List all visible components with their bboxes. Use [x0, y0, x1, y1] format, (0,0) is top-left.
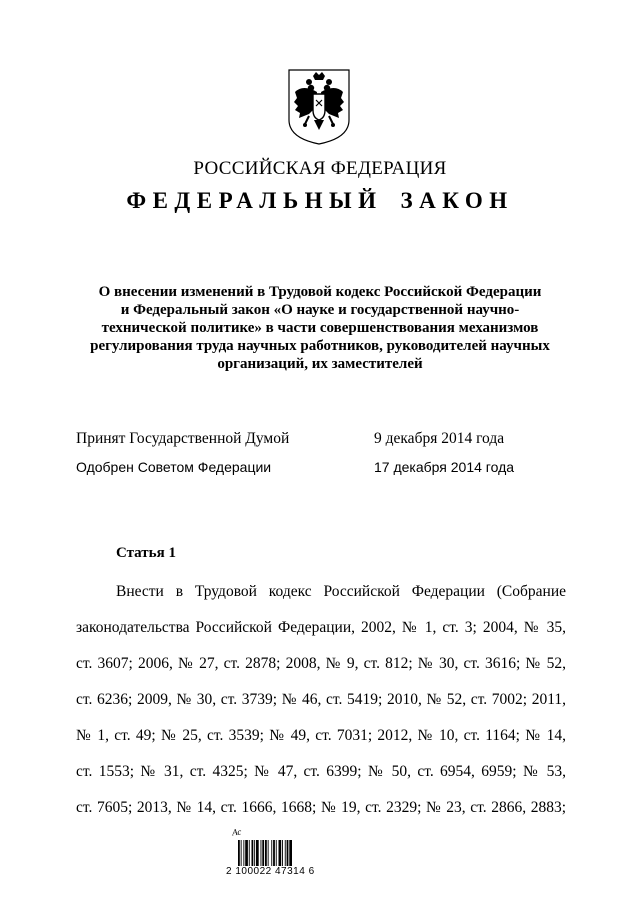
document-type-word-2: ЗАКОН — [400, 188, 514, 213]
barcode-number: 2 100022 47314 6 — [226, 866, 315, 877]
document-type — [0, 188, 640, 214]
paragraph-line: № 1, ст. 49; № 25, ст. 3539; № 49, ст. 7031; 2012, № 10, ст. 1164; № 14, — [76, 727, 566, 744]
barcode-bar — [261, 840, 262, 866]
barcode-bar — [287, 840, 289, 866]
law-title-line: регулирования труда научных работников, руководителей научных — [90, 338, 550, 354]
paragraph-line: ст. 3607; 2006, № 27, ст. 2878; 2008, № 9, ст. 812; № 30, ст. 3616; № 52, — [76, 655, 566, 672]
adoption-date: 9 декабря 2014 года — [374, 430, 505, 447]
article-paragraph — [76, 574, 566, 826]
paragraph-line: ст. 6236; 2009, № 30, ст. 3739; № 46, ст. 5419; 2010, № 52, ст. 7002; 2011, — [76, 691, 566, 708]
law-title — [78, 283, 562, 373]
law-title-line: О внесении изменений в Трудовой кодекс Российской Федерации — [98, 284, 542, 300]
law-title-line: организаций, их заместителей — [217, 356, 423, 372]
adoption-date: 17 декабря 2014 года — [374, 459, 515, 475]
barcode-bar — [273, 840, 275, 866]
barcode-bar — [241, 840, 242, 866]
adoption-body: Принят Государственной Думой — [76, 430, 290, 447]
law-title-line: технической политике» в части совершенствования механизмов — [101, 320, 539, 336]
barcode-bar — [285, 840, 286, 866]
paragraph-line: ст. 7605; 2013, № 14, ст. 1666, 1668; № 19, ст. 2329; № 23, ст. 2866, 2883; — [76, 799, 566, 816]
document-type-word-1: ФЕДЕРАЛЬНЫЙ — [126, 188, 383, 213]
paragraph-line: Внести в Трудовой кодекс Российской Федерации (Собрание — [116, 583, 566, 600]
paragraph-line: законодательства Российской Федерации, 2002, № 1, ст. 3; 2004, № 35, — [76, 619, 566, 636]
barcode-bar — [249, 840, 250, 866]
barcode-bar — [245, 840, 248, 866]
law-title-line: и Федеральный закон «О науке и государственной научно- — [120, 302, 520, 318]
barcode-bar — [238, 840, 240, 866]
handwritten-mark: Ас — [231, 826, 242, 838]
barcode-bar — [268, 840, 269, 866]
state-name: РОССИЙСКАЯ ФЕДЕРАЦИЯ — [193, 158, 447, 179]
coat-of-arms-drawing — [287, 68, 351, 146]
barcode-bar — [289, 840, 292, 866]
barcode-bar — [254, 840, 255, 866]
barcode-bar — [276, 840, 277, 866]
barcode-bar — [243, 840, 244, 866]
barcode-bar — [262, 840, 264, 866]
adoption-body: Одобрен Советом Федерации — [76, 459, 272, 475]
barcode-bar — [265, 840, 267, 866]
coat-of-arms-icon — [287, 68, 351, 146]
barcode-bar — [252, 840, 254, 866]
barcode-icon — [238, 840, 312, 866]
barcode-bar — [279, 840, 282, 866]
barcode-bar — [282, 840, 283, 866]
barcode-bar — [271, 840, 272, 866]
barcode-bar — [256, 840, 259, 866]
paragraph-line: ст. 1553; № 31, ст. 4325; № 47, ст. 6399; № 50, ст. 6954, 6959; № 53, — [76, 763, 566, 780]
article-heading: Статья 1 — [116, 545, 176, 561]
barcode-bars — [238, 840, 312, 866]
